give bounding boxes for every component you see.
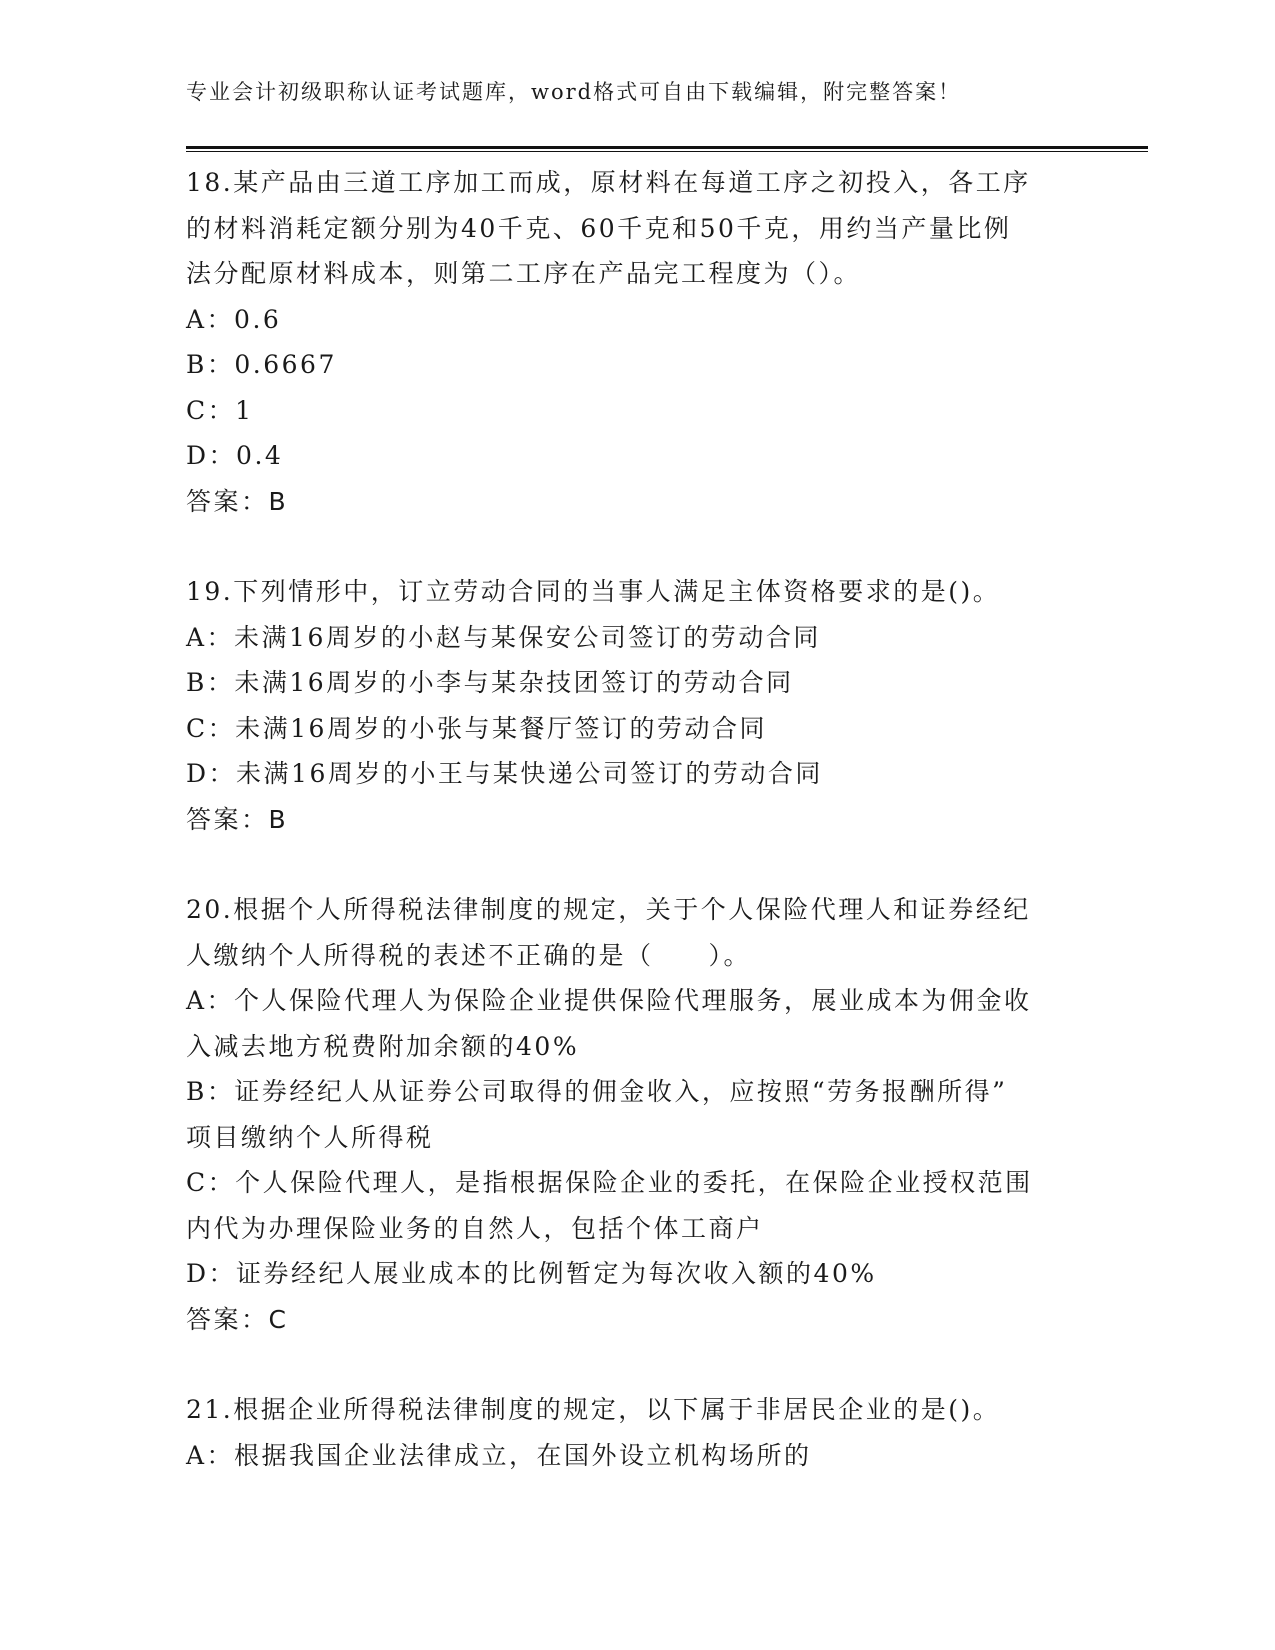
question-stem-line: 21.根据企业所得税法律制度的规定，以下属于非居民企业的是()。 (186, 1395, 1001, 1424)
header-rule-thin (186, 151, 1148, 152)
option-b: B：0.6667 (186, 350, 337, 379)
question-stem-line: 20.根据个人所得税法律制度的规定，关于个人保险代理人和证券经纪 (186, 895, 1031, 924)
option-c: C：未满16周岁的小张与某餐厅签订的劳动合同 (186, 713, 767, 743)
option-c-line: C：个人保险代理人，是指根据保险企业的委托，在保险企业授权范围 (186, 1168, 1033, 1197)
option-d: D：未满16周岁的小王与某快递公司签订的劳动合同 (186, 759, 823, 788)
answer-label: 答案：B (186, 804, 289, 834)
question-stem-line: 法分配原材料成本，则第二工序在产品完工程度为（）。 (186, 259, 862, 288)
option-b-line: 项目缴纳个人所得税 (186, 1122, 434, 1152)
question-stem-line: 人缴纳个人所得税的表述不正确的是（ ）。 (186, 940, 752, 970)
question-20 (186, 887, 1086, 1342)
question-18 (186, 160, 1086, 524)
answer-label: 答案：B (186, 486, 289, 516)
option-a: A：0.6 (186, 304, 282, 334)
spacer (186, 842, 1086, 887)
question-19 (186, 569, 1086, 842)
question-stem-line: 18.某产品由三道工序加工而成，原材料在每道工序之初投入，各工序 (186, 168, 1031, 197)
header-rule-thick (186, 146, 1148, 149)
page-header: 专业会计初级职称认证考试题库，word格式可自由下载编辑，附完整答案！ (186, 80, 962, 104)
option-b-line: B：证券经纪人从证券公司取得的佣金收入，应按照“劳务报酬所得” (186, 1077, 1008, 1106)
option-d: D：证券经纪人展业成本的比例暂定为每次收入额的40% (186, 1259, 877, 1288)
spacer (186, 524, 1086, 569)
question-21 (186, 1387, 1086, 1478)
answer-label: 答案：C (186, 1304, 289, 1334)
option-a-line: A：个人保险代理人为保险企业提供保险代理服务，展业成本为佣金收 (186, 986, 1032, 1015)
spacer (186, 1342, 1086, 1387)
option-b: B：未满16周岁的小李与某杂技团签订的劳动合同 (186, 668, 794, 697)
option-c-line: 内代为办理保险业务的自然人，包括个体工商户 (186, 1213, 764, 1243)
option-a: A：未满16周岁的小赵与某保安公司签订的劳动合同 (186, 622, 821, 652)
option-a: A：根据我国企业法律成立，在国外设立机构场所的 (186, 1440, 812, 1470)
question-stem-line: 19.下列情形中，订立劳动合同的当事人满足主体资格要求的是()。 (186, 577, 1001, 606)
option-c: C：1 (186, 395, 254, 425)
question-list (186, 160, 1086, 1478)
question-stem-line: 的材料消耗定额分别为40千克、60千克和50千克，用约当产量比例 (186, 213, 1012, 243)
option-d: D：0.4 (186, 441, 284, 470)
option-a-line: 入减去地方税费附加余额的40% (186, 1031, 580, 1061)
